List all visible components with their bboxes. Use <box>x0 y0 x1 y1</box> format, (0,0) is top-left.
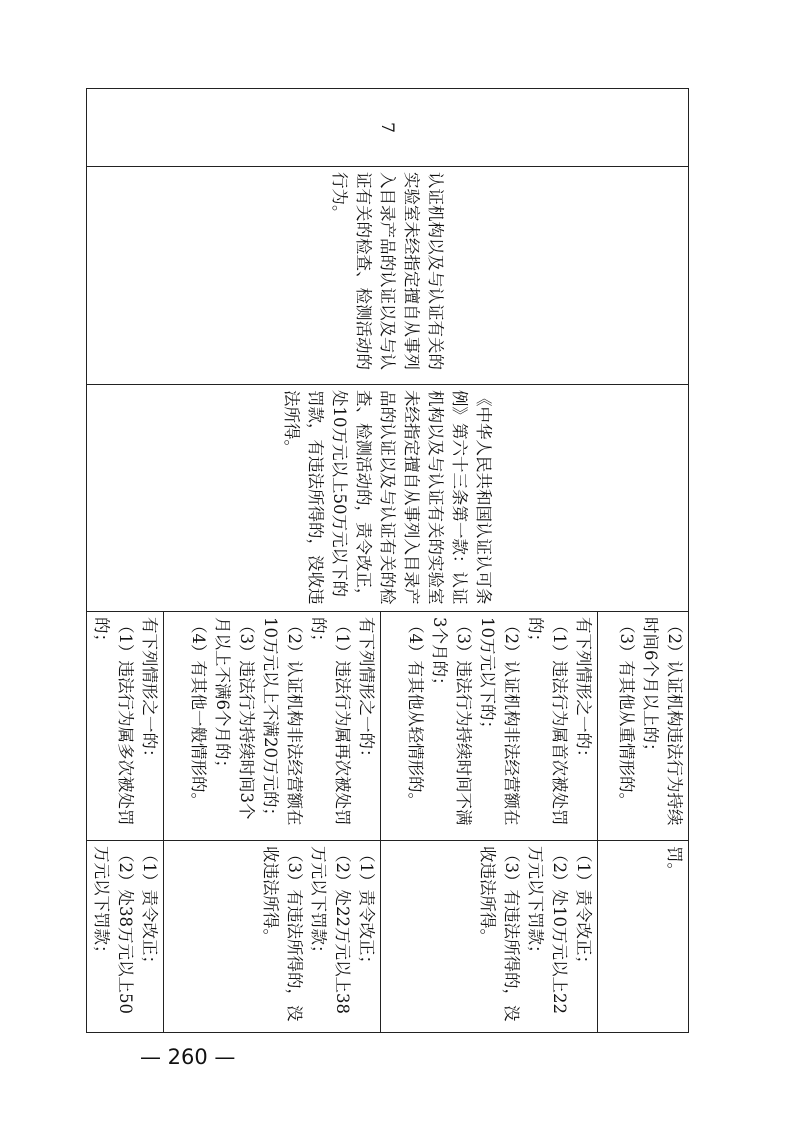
list-item: （4）有其他从轻情形的。 <box>406 617 425 809</box>
rotated-page-content <box>92 88 689 1032</box>
list-item: （3）有违法所得的，没收违法所得。 <box>261 846 304 1022</box>
list-item: 罚。 <box>665 846 684 879</box>
legal-basis-text: 《中华人民共和国认证认可条例》第六十三条第一款：认证机构以及与认证有关的实验室未经指定擅自从事列入目录产品的认证以及与认证有关的检查、检测活动的，责令改正，处10万元以上50万元以下的罚款，有违法所得的，没收违法所得。 <box>282 390 494 605</box>
circumstances-heavy <box>87 612 164 840</box>
list-item: （2）认证机构非法经营额在10万元以下的； <box>478 617 521 826</box>
list-item: （1）违法行为属多次被处罚的； <box>92 617 135 826</box>
list-item: 有下列情形之一的： <box>574 617 593 766</box>
list-item: （1）违法行为属首次被处罚的； <box>526 617 569 826</box>
table-row <box>87 89 689 1033</box>
penalty-continued <box>598 841 688 1032</box>
row-number: 7 <box>87 89 689 167</box>
list-item: （4）有其他一般情形的。 <box>189 617 208 809</box>
list-item: （3）有其他从重情形的。 <box>617 617 636 809</box>
violation-behavior-cell <box>87 167 689 385</box>
penalty-heavy <box>87 841 164 1032</box>
list-item: （2）处10万元以上22万元以下罚款； <box>526 846 569 1014</box>
list-item: （1）责令改正； <box>574 846 593 972</box>
circumstances-light <box>381 612 598 840</box>
list-item: （3）违法行为持续时间不满3个月的； <box>430 617 473 826</box>
list-item: （1）违法行为属再次被处罚的； <box>309 617 352 826</box>
list-item: （1）责令改正； <box>357 846 376 972</box>
penalty-discretion-table <box>86 88 689 1033</box>
penalty-general <box>164 841 381 1032</box>
circumstances-cell <box>87 612 689 841</box>
list-item: 有下列情形之一的： <box>140 617 159 766</box>
violation-behavior-text: 认证机构以及与认证有关的实验室未经指定擅自从事列入目录产品的认证以及与认证有关的检查、检测活动的行为。 <box>330 172 446 370</box>
circumstances-general <box>164 612 381 840</box>
list-item: （2）认证机构非法经营额在10万元以上不满20万元的； <box>261 617 304 826</box>
penalty-light <box>381 841 598 1032</box>
list-item: （2）认证机构违法行为持续时间6个月以上的； <box>641 617 684 826</box>
list-item: （2）处38万元以上50万元以下罚款； <box>92 846 135 1014</box>
list-item: （3）有违法所得的，没收违法所得。 <box>478 846 521 1022</box>
list-item: （1）责令改正； <box>140 846 159 972</box>
penalty-cell <box>87 841 689 1033</box>
page-number: — 260 — <box>140 1045 236 1069</box>
list-item: （2）处22万元以上38万元以下罚款； <box>309 846 352 1014</box>
circumstances-continued <box>598 612 688 840</box>
legal-basis-cell <box>87 385 689 612</box>
list-item: 有下列情形之一的： <box>357 617 376 766</box>
list-item: （3）违法行为持续时间3个月以上不满6个月的； <box>213 617 256 820</box>
